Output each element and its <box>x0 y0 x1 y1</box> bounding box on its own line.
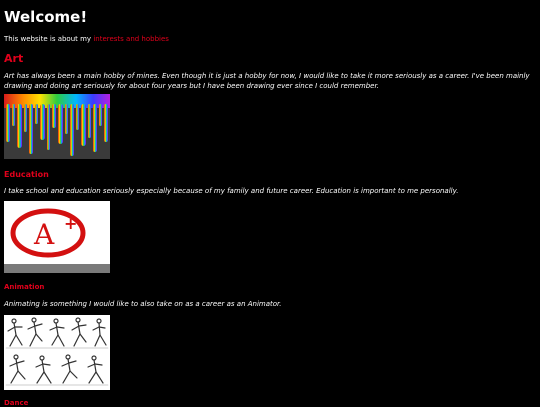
education-image <box>4 201 110 273</box>
section-text-education: I take school and education seriously especially because of my family and future career. Education is important to me personally. <box>4 187 459 195</box>
a-plus-icon <box>4 201 110 273</box>
section-text-animation: Animating is something I would like to also take on as a career as an Animator. <box>4 300 282 308</box>
section-heading-animation: Animation <box>4 283 45 291</box>
interests-link[interactable]: interests and hobbies <box>93 35 169 43</box>
section-text-art: Art has always been a main hobby of mines. Even though it is just a hobby for now, I would like to take it more seriously as a career. I've been mainly drawing and doing art seriously for about four years but I have been drawing ever since I could remember. <box>4 72 530 90</box>
page-title: Welcome! <box>4 8 88 26</box>
section-heading-education: Education <box>4 170 49 179</box>
section-heading-art: Art <box>4 52 24 65</box>
svg-text:A: A <box>34 218 55 251</box>
run-cycle-icon <box>4 315 110 390</box>
paint-drip-icon <box>4 94 110 159</box>
intro-text <box>4 35 169 43</box>
art-image <box>4 94 110 159</box>
intro-prefix: This website is about my <box>4 35 94 43</box>
section-heading-dance: Dance <box>4 399 29 407</box>
animation-image <box>4 315 110 390</box>
svg-text:+: + <box>64 214 78 233</box>
